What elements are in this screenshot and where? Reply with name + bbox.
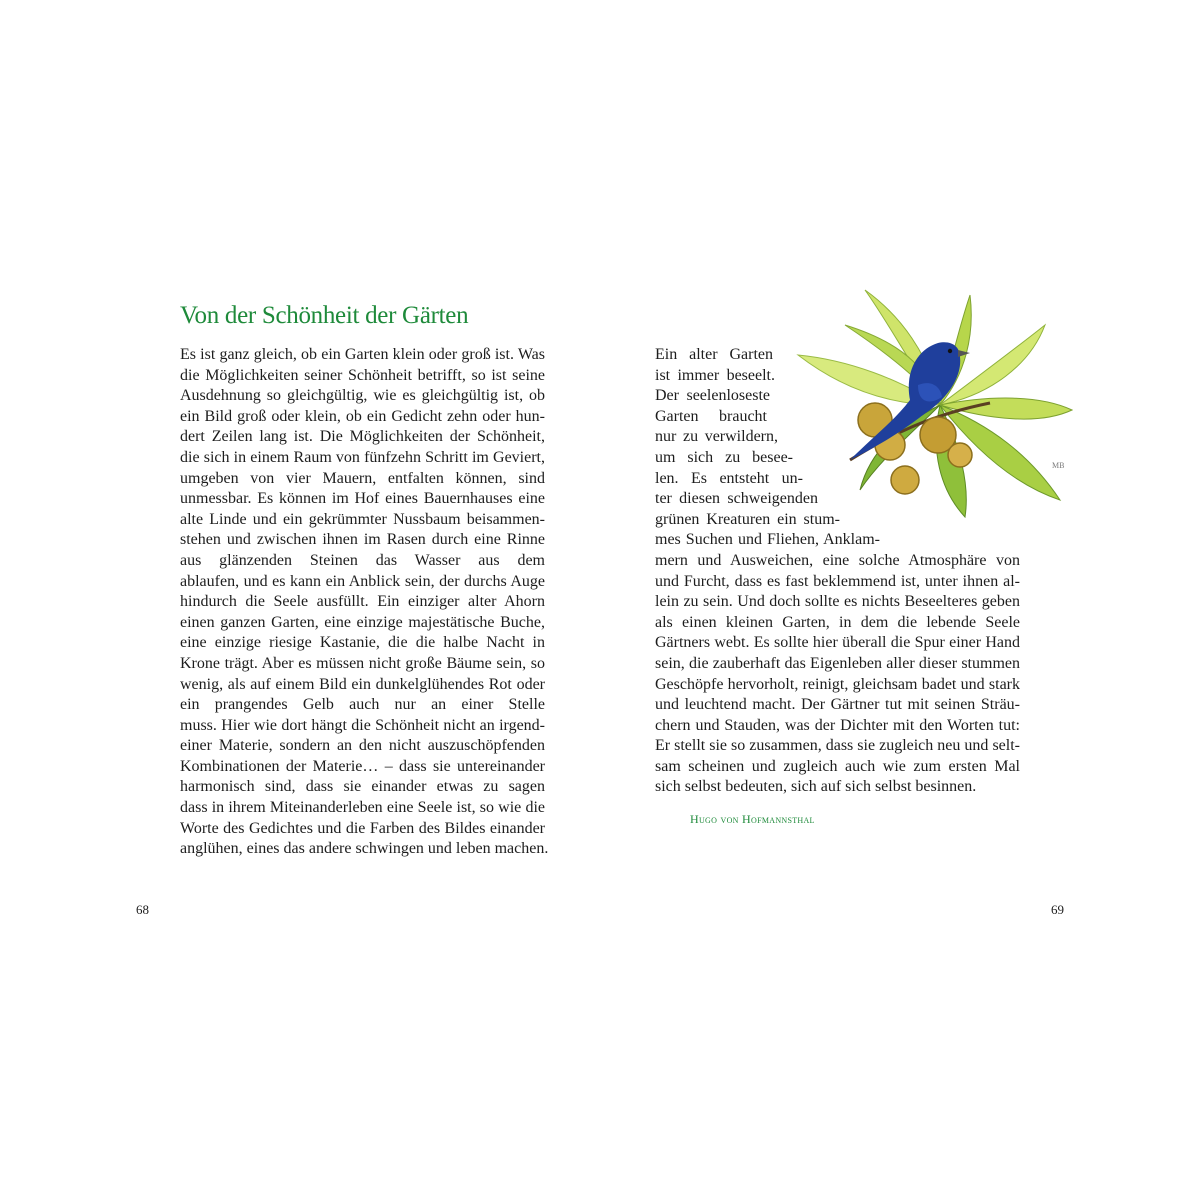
text-line: ein prangendes Gelb auch nur an einer Stelle <box>180 696 545 714</box>
text-line: Garten braucht <box>655 407 767 425</box>
text-line: Der seelenloseste <box>655 387 770 405</box>
text-line: Geschöpfe hervorholt, reinigt, gleichsam badet und stark <box>655 675 1020 693</box>
text-line: sein, die zauberhaft das Eigenleben aller dieser stummen <box>655 654 1020 672</box>
text-line: und leuchtend macht. Der Gärtner tut mit seinen Sträu- <box>655 696 1020 714</box>
page-number-right: 69 <box>1051 902 1064 917</box>
text-line: harmonisch sind, dass sie einander etwas zu sagen <box>180 778 545 796</box>
text-line: und Furcht, dass es fast beklemmend ist, unter ihnen al- <box>655 572 1020 590</box>
text-line: Ausdehnung so gleichgültig, wie es gleichgültig ist, ob <box>180 387 545 405</box>
svg-text:MB: MB <box>1052 461 1065 470</box>
page-title: Von der Schönheit der Gärten <box>180 302 469 329</box>
text-line: Es ist ganz gleich, ob ein Garten klein oder groß ist. Was <box>180 346 545 363</box>
text-line: ist immer beseelt. <box>655 366 775 384</box>
text-line: nur zu verwildern, <box>655 428 778 446</box>
text-line: wenig, als auf einem Bild ein dunkelglühendes Rot oder <box>180 675 545 693</box>
text-line: alte Linde und ein gekrümmter Nussbaum beisammen- <box>180 510 545 528</box>
text-line: dert Zeilen lang ist. Die Möglichkeiten der Schönheit, <box>180 428 545 446</box>
text-line: die sich in einem Raum von fünfzehn Schritt im Geviert, <box>180 448 545 466</box>
right-text-column <box>655 345 1020 798</box>
text-line: ablaufen, und es kann ein Anblick sein, der durchs Auge <box>180 572 545 590</box>
text-line: len. Es entsteht un- <box>655 469 803 487</box>
page-number-left: 68 <box>136 902 149 917</box>
text-line: stehen und zwischen ihnen im Rasen durch eine Rinne <box>180 531 545 549</box>
text-line: umgeben von vier Mauern, entfalten können, sind <box>180 469 545 487</box>
text-line: einer Materie, sondern an den nicht auszuschöpfenden <box>180 737 545 755</box>
text-line: chern und Stauden, was der Dichter mit den Worten tut: <box>655 716 1020 734</box>
text-line: sich selbst bedeuten, sich auf sich selbst besinnen. <box>655 778 977 796</box>
text-line: ein Bild groß oder klein, ob ein Gedicht zehn oder hun- <box>180 407 545 425</box>
text-line: unmessbar. Es können im Hof eines Bauernhauses eine <box>180 490 545 508</box>
text-line: Worte des Gedichtes und die Farben des Bildes einander <box>180 819 545 837</box>
text-line: dass in ihrem Miteinanderleben eine Seele ist, so wie die <box>180 799 545 817</box>
text-line: Gärtners webt. Es sollte hier überall die Spur einer Hand <box>655 634 1020 652</box>
text-line: grünen Kreaturen ein stum- <box>655 510 840 528</box>
text-line: aus glänzenden Steinen das Wasser aus dem <box>180 551 545 569</box>
text-line: Er stellt sie so zusammen, dass sie zugleich neu und selt- <box>655 737 1020 755</box>
text-line: Krone trägt. Aber es müssen nicht große Bäume sein, so <box>180 654 545 672</box>
text-line: eine einzige riesige Kastanie, die die halbe Nacht in <box>180 634 545 652</box>
text-line: lein zu sein. Und doch sollte es nichts Beseelteres geben <box>655 593 1020 611</box>
text-line: als einen kleinen Garten, in dem die lebende Seele <box>655 613 1020 631</box>
text-line: hindurch die Seele ausfüllt. Ein einziger alter Ahorn <box>180 593 545 611</box>
text-line: mern und Ausweichen, eine solche Atmosphäre von <box>655 551 1020 569</box>
text-line: einen ganzen Garten, eine einzige majestätische Buche, <box>180 613 545 631</box>
author-name: Hugo von Hofmannsthal <box>690 812 815 826</box>
left-text-column <box>180 345 549 860</box>
text-line: sam scheinen und zugleich auch wie zum ersten Mal <box>655 757 1020 775</box>
text-line: ter diesen schweigenden <box>655 490 818 508</box>
text-line: Kombinationen der Materie… – dass sie untereinander <box>180 757 545 775</box>
text-line: muss. Hier wie dort hängt die Schönheit nicht an irgend- <box>180 716 545 734</box>
text-line: die Möglichkeiten seiner Schönheit betrifft, so ist seine <box>180 366 545 384</box>
text-line: um sich zu besee- <box>655 448 793 466</box>
text-line: mes Suchen und Fliehen, Anklam- <box>655 531 880 549</box>
text-line: Ein alter Garten <box>655 346 773 363</box>
text-line: anglühen, eines das andere schwingen und leben machen. <box>180 840 549 858</box>
